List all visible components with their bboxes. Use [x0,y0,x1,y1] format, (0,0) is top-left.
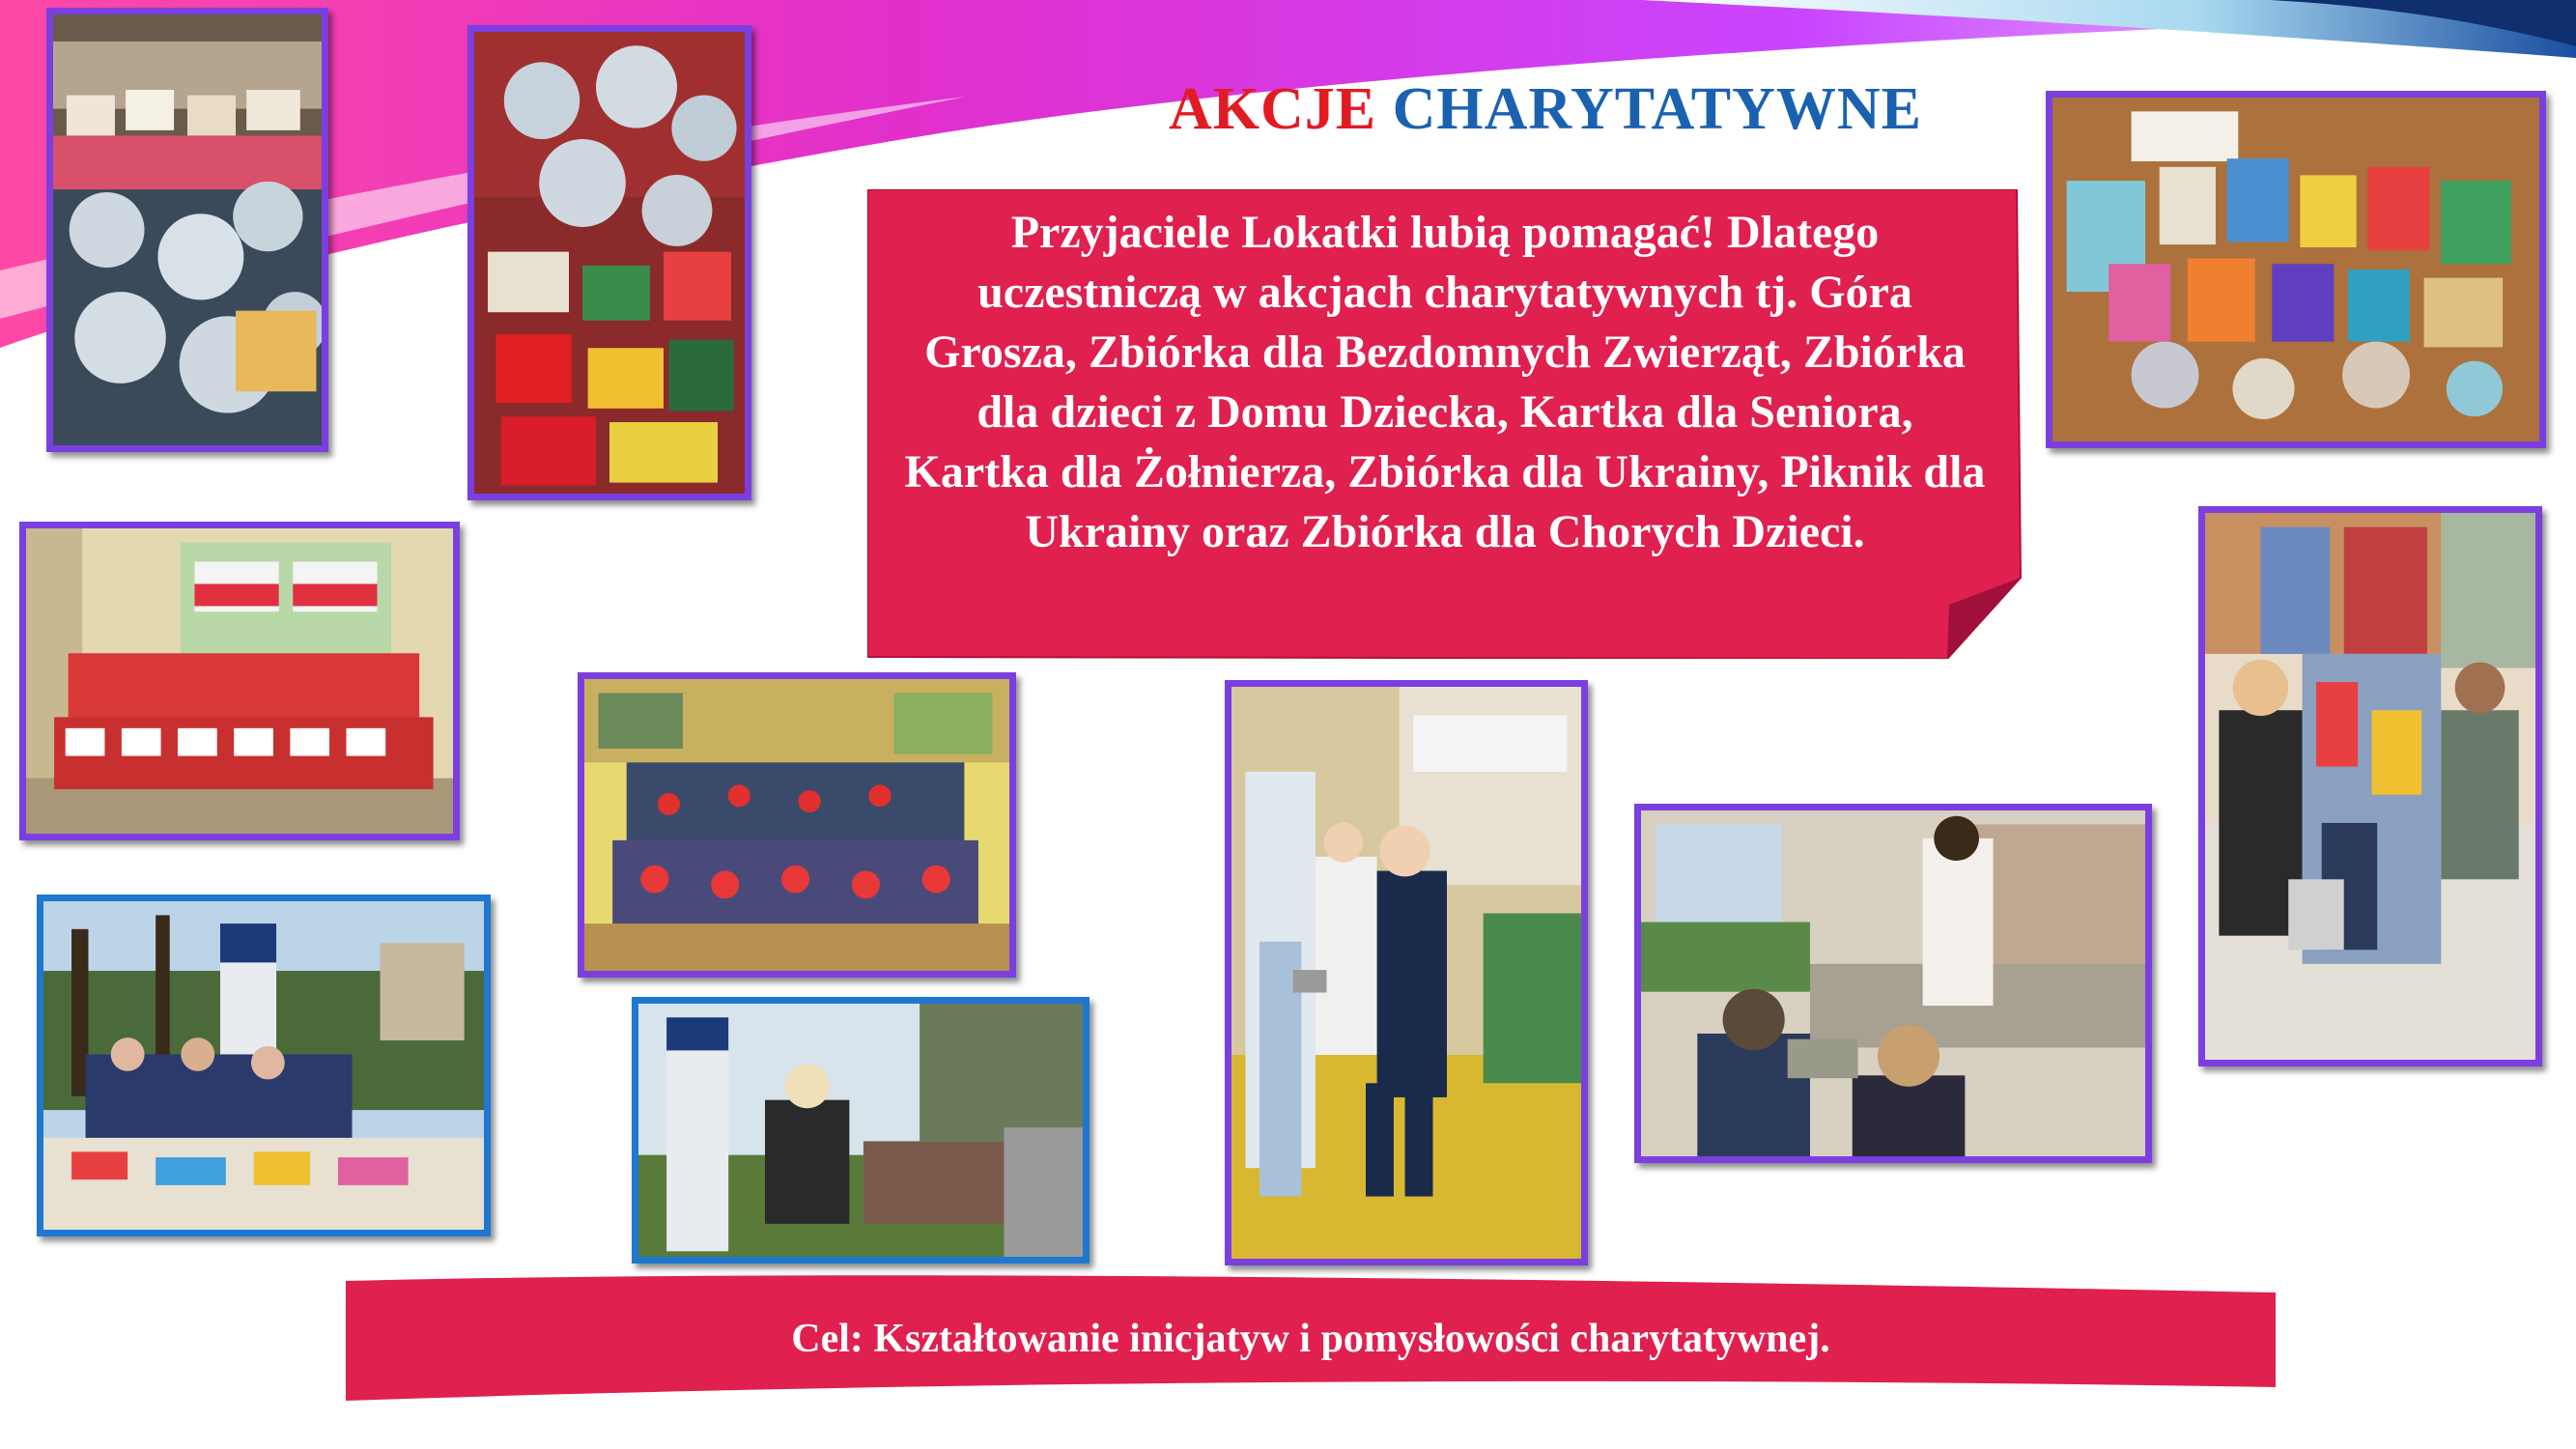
photo-class-with-cards [19,522,460,840]
photo-donations-collection [2198,506,2542,1066]
description-callout [867,189,2024,659]
description-text: Przyjaciele Lokatki lubią pomagać! Dlatego uczestniczą w akcjach charytatywnych tj. Góra Grosza, Zbiórka dla Bezdomnych Zwierząt, Zbiórka dla dzieci z Domu Dziecka, Kartka dla Seniora, Kartka dla Żołnierza, Zbiórka dla Ukrainy, Piknik dla Ukrainy oraz Zbiórka dla Chorych Dzieci. [904,207,1986,557]
photo-picnic-stand [37,895,491,1236]
photo-picnic-park [632,997,1090,1264]
photo-classroom-activity [1634,804,2152,1163]
goal-text: Cel: Kształtowanie inicjatyw i pomysłowości charytatywnej. [791,1317,1830,1361]
photo-auction-books [2046,91,2546,448]
photo-gift-packages [46,8,328,452]
photo-children-with-hearts [578,672,1016,978]
title-part-red: AKCJE [1169,76,1377,142]
photo-classroom-collection [1225,680,1588,1265]
goal-banner [346,1273,2276,1401]
slide-title [1111,75,1980,144]
title-part-blue: CHARYTATYWNE [1392,76,1922,142]
photo-christmas-cards [467,25,751,500]
